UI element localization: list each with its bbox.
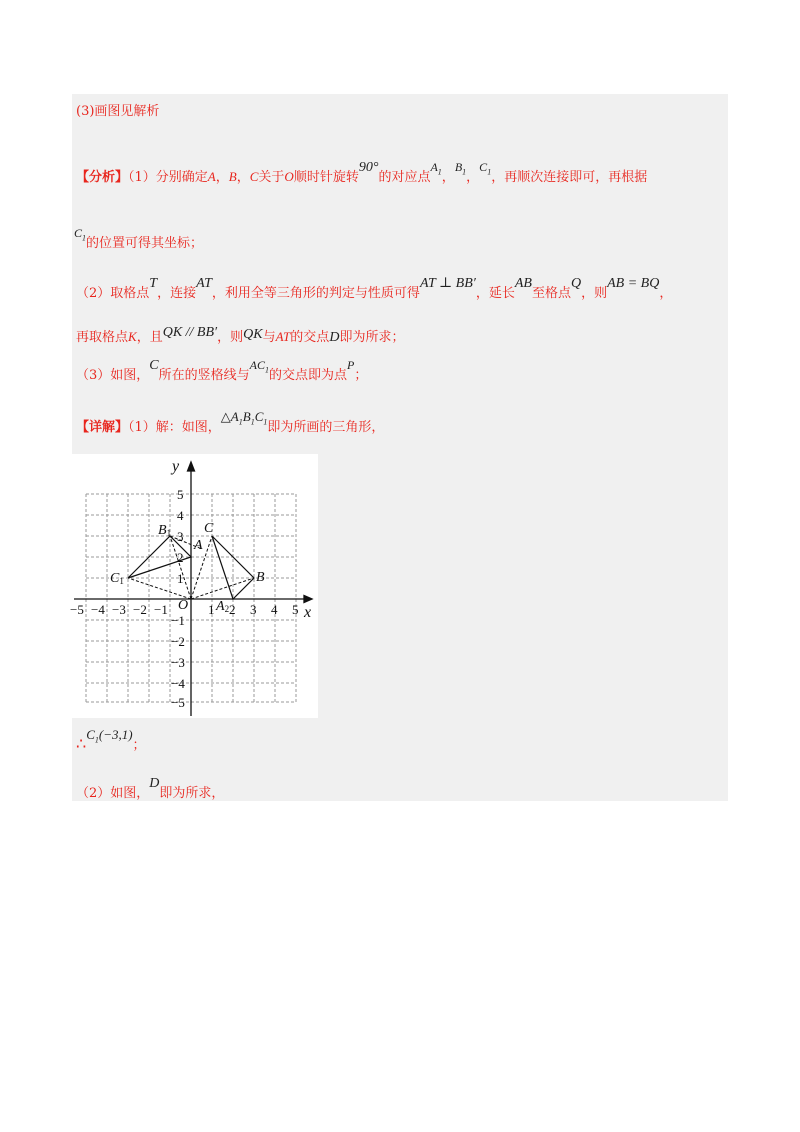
- svg-text:−3: −3: [171, 655, 185, 670]
- svg-text:−1: −1: [171, 613, 185, 628]
- math-C1-coord: $C_1(-3,1)$: [86, 727, 133, 745]
- text: ；: [132, 738, 146, 753]
- therefore-symbol: ∴: [76, 734, 87, 753]
- svg-text:4: 4: [177, 508, 184, 523]
- text: 至格点: [531, 286, 571, 301]
- text: 即为所求，: [159, 786, 225, 801]
- math-C1: $C_1$: [479, 160, 492, 177]
- coordinate-figure: [72, 454, 318, 718]
- axes: [74, 462, 312, 716]
- text: ，: [236, 170, 250, 185]
- svg-text:A: A: [194, 538, 203, 553]
- svg-text:2: 2: [177, 550, 184, 565]
- text: （1）分别确定: [128, 170, 208, 185]
- math-T: T: [149, 276, 158, 291]
- svg-text:4: 4: [271, 602, 278, 617]
- math-A: A: [207, 169, 216, 184]
- analysis-line-1: [76, 160, 648, 186]
- text: 与: [262, 330, 276, 345]
- text: 的对应点: [378, 170, 431, 185]
- svg-text:1: 1: [177, 571, 184, 586]
- point-labels: [110, 521, 265, 614]
- detail-line-2: [76, 776, 225, 802]
- svg-text:O: O: [178, 598, 189, 613]
- math-perp: AT ⊥ BB′: [419, 276, 476, 291]
- math-D: D: [329, 330, 340, 345]
- math-QK: QK: [243, 327, 263, 342]
- math-AC1: $AC_1$: [249, 358, 269, 375]
- math-O: O: [284, 169, 294, 184]
- text: ，: [466, 170, 480, 185]
- math-AB: AB: [514, 276, 532, 291]
- detail-tag: 【详解】: [76, 420, 129, 435]
- math-90deg: 90°: [358, 160, 379, 175]
- analysis-line-5: [76, 358, 368, 384]
- analysis-line-4: [76, 326, 404, 346]
- svg-text:−4: −4: [171, 676, 185, 691]
- text: 的交点: [290, 330, 330, 345]
- text: 所在的竖格线与: [158, 368, 250, 383]
- text: 的交点即为点: [268, 368, 347, 383]
- text: ，: [659, 286, 673, 301]
- text: ，连接: [157, 286, 197, 301]
- math-B: B: [228, 169, 237, 184]
- svg-text:−5: −5: [70, 602, 84, 617]
- math-D: D: [149, 776, 160, 791]
- svg-text:−3: −3: [112, 602, 126, 617]
- svg-text:−2: −2: [171, 634, 185, 649]
- svg-text:C: C: [204, 521, 214, 536]
- svg-text:2: 2: [229, 602, 236, 617]
- svg-text:B1: B1: [158, 523, 172, 538]
- svg-text:3: 3: [177, 529, 184, 544]
- text: （2）如图，: [76, 786, 150, 801]
- coordinate-plane: [72, 454, 318, 718]
- text: （1）解：如图，: [128, 420, 221, 435]
- svg-text:x: x: [304, 604, 312, 621]
- text: ，: [441, 170, 455, 185]
- math-B1: $B_1$: [454, 160, 467, 177]
- text: 顺时针旋转: [293, 170, 359, 185]
- math-parallel: QK // BB′: [162, 325, 218, 340]
- text: 即为所画的三角形，: [267, 420, 385, 435]
- svg-text:−5: −5: [171, 695, 185, 710]
- text: 关于: [258, 170, 285, 185]
- text: ，: [215, 170, 229, 185]
- svg-text:C1: C1: [110, 571, 124, 586]
- math-eq: AB = BQ: [607, 276, 660, 291]
- math-AT: AT: [196, 276, 212, 291]
- svg-text:−4: −4: [91, 602, 105, 617]
- math-A1: $A_1$: [430, 160, 442, 177]
- svg-text:B: B: [256, 570, 265, 585]
- svg-text:5: 5: [292, 602, 299, 617]
- svg-text:y: y: [172, 458, 180, 475]
- math-K: K: [128, 329, 137, 344]
- math-P: P: [347, 358, 355, 372]
- svg-text:−1: −1: [154, 602, 168, 617]
- text: 即为所求；: [339, 330, 405, 345]
- text: （3）如图，: [76, 368, 150, 383]
- text: ，利用全等三角形的判定与性质可得: [211, 286, 420, 301]
- detail-result-line: [76, 727, 146, 755]
- svg-text:1: 1: [208, 602, 215, 617]
- svg-text:3: 3: [250, 602, 257, 617]
- analysis-line-3: [76, 276, 673, 302]
- math-AT: AT: [275, 329, 291, 344]
- text: 再取格点: [76, 330, 129, 345]
- detail-line-1: [76, 409, 385, 437]
- math-C1: $C_1$: [74, 226, 87, 243]
- text: ，且: [136, 330, 163, 345]
- text: ，则: [217, 330, 244, 345]
- math-Q: Q: [570, 276, 582, 291]
- math-triangle: $\triangle A_1B_1C_1$: [220, 409, 268, 427]
- svg-text:A2: A2: [216, 599, 230, 614]
- text: ，再顺次连接即可，再根据: [491, 170, 648, 185]
- text: （2）取格点: [76, 286, 150, 301]
- part3-text: (3)画图见解析: [76, 104, 160, 119]
- svg-text:5: 5: [177, 487, 184, 502]
- analysis-line-2: [74, 226, 204, 252]
- text: 的位置可得其坐标；: [86, 236, 204, 251]
- math-C: C: [149, 358, 159, 373]
- math-C: C: [249, 169, 259, 184]
- text: ；: [354, 368, 368, 383]
- svg-text:−2: −2: [133, 602, 147, 617]
- text: ，延长: [475, 286, 515, 301]
- part3-note: [76, 100, 159, 119]
- text: ，则: [581, 286, 608, 301]
- analysis-tag: 【分析】: [76, 170, 129, 185]
